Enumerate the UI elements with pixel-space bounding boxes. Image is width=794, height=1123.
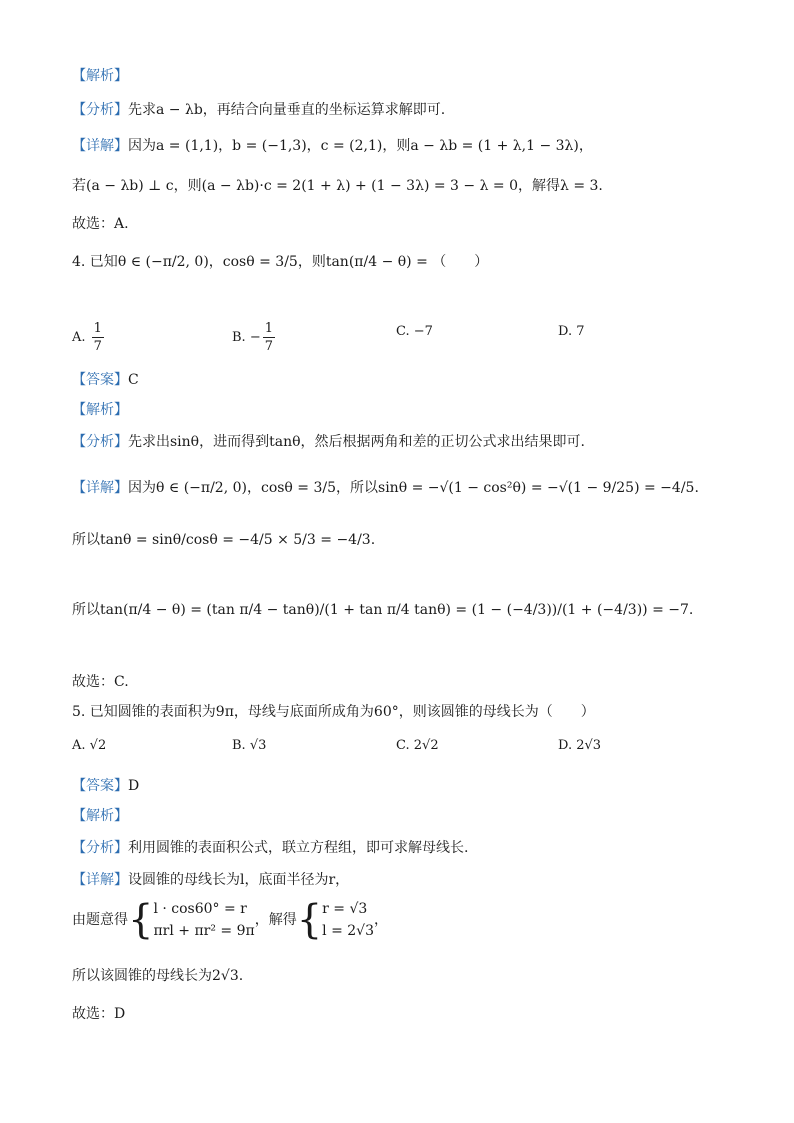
- q5-option-c: C. 2√2: [396, 738, 439, 753]
- q4-answer-choice: 故选：C.: [72, 674, 129, 690]
- q5-conclusion: 所以该圆锥的母线长为2√3.: [72, 968, 244, 984]
- q4-xiangjie-text: 因为θ ∈ (−π/2, 0)，cosθ = 3/5，所以sinθ = −√(1 − cos²θ) = −√(1 − 9/25) = −4/5.: [128, 480, 699, 496]
- q4-fenxi-text: 先求出sinθ，进而得到tanθ，然后根据两角和差的正切公式求出结果即可.: [128, 434, 585, 450]
- q5-option-a-value: √2: [89, 738, 107, 753]
- q4-option-c-value: −7: [413, 324, 433, 339]
- q4-option-d: D. 7: [558, 324, 585, 339]
- q4-stem-prefix: 4. 已知: [72, 254, 118, 270]
- q5-jiexi-tag: 【解析】: [72, 808, 128, 824]
- q3-fenxi-tag: 【分析】: [72, 102, 128, 118]
- q3-xiangjie-text: 因为a = (1,1)，b = (−1,3)，c = (2,1)，则a − λb = (1 + λ,1 − 3λ)，: [128, 138, 593, 154]
- q3-perpendicular-line: 若(a − λb) ⊥ c，则(a − λb)·c = 2(1 + λ) + (1 − 3λ) = 3 − λ = 0，解得λ = 3.: [72, 178, 603, 194]
- q5-system-solution: r = √3 l = 2√3: [322, 901, 374, 939]
- q4-tan-line: 所以tanθ = sinθ/cosθ = −4/5 × 5/3 = −4/3.: [72, 532, 376, 548]
- q3-fenxi: [72, 100, 445, 120]
- q4-stem-text: θ ∈ (−π/2, 0)，cosθ = 3/5，则tan(π/4 − θ) = （ ）: [117, 254, 489, 270]
- q4-option-b: B. − $\frac{1}{7}$: [232, 321, 274, 354]
- q5-answer: 【答案】D: [72, 778, 140, 794]
- q4-stem: [72, 252, 488, 272]
- q5-fenxi-text: 利用圆锥的表面积公式，联立方程组，即可求解母线长.: [128, 840, 469, 856]
- q4-option-a-value: $\frac{1}{7}$: [93, 321, 102, 354]
- q3-answer-choice: 故选：A.: [72, 216, 129, 232]
- q4-option-d-value: 7: [576, 324, 585, 339]
- q5-xiangjie-text: 设圆锥的母线长为l，底面半径为r，: [128, 872, 350, 888]
- q5-answer-choice: 故选：D: [72, 1006, 126, 1022]
- q5-option-b-value: √3: [249, 738, 267, 753]
- q3-jiexi-tag: 【解析】: [72, 68, 128, 84]
- q3-xiangjie-tag: 【详解】: [72, 138, 128, 154]
- q5-option-b: B. √3: [232, 738, 267, 753]
- q5-stem: 5. 已知圆锥的表面积为9π，母线与底面所成角为60°，则该圆锥的母线长为（ ）: [72, 704, 595, 720]
- q4-option-a: A. $\frac{1}{7}$: [72, 321, 102, 354]
- q5-option-d: D. 2√3: [558, 738, 602, 753]
- q5-xiangjie: 【详解】设圆锥的母线长为l，底面半径为r，: [72, 872, 350, 888]
- q5-system: 由题意得{ l · cos60° = r πrl + πr² = 9π ，解得{ r = √3 l = 2√3 ，: [72, 897, 388, 943]
- q4-option-b-value: $\frac{1}{7}$: [264, 321, 274, 354]
- q3-xiangjie: [72, 136, 593, 156]
- left-brace-icon: {: [296, 897, 323, 943]
- q4-xiangjie: 【详解】因为θ ∈ (−π/2, 0)，cosθ = 3/5，所以sinθ = −√(1 − cos²θ) = −√(1 − 9/25) = −4/5.: [72, 480, 699, 496]
- q4-fenxi: 【分析】先求出sinθ，进而得到tanθ，然后根据两角和差的正切公式求出结果即可.: [72, 434, 585, 450]
- q5-fenxi: 【分析】利用圆锥的表面积公式，联立方程组，即可求解母线长.: [72, 840, 469, 856]
- q4-answer: 【答案】C: [72, 372, 139, 388]
- q5-option-a: A. √2: [72, 738, 107, 753]
- q5-answer-value: D: [128, 778, 140, 794]
- q3-fenxi-text: 先求a − λb，再结合向量垂直的坐标运算求解即可.: [128, 102, 446, 118]
- q4-result-line: 所以tan(π/4 − θ) = (tan π/4 − tanθ)/(1 + tan π/4 tanθ) = (1 − (−4/3))/(1 + (−4/3)) = −7.: [72, 602, 694, 618]
- q4-answer-value: C: [128, 372, 139, 388]
- left-brace-icon: {: [128, 897, 154, 943]
- q4-jiexi-tag: 【解析】: [72, 402, 128, 418]
- q5-system-mid: ，解得: [254, 912, 297, 928]
- q5-option-c-value: 2√2: [413, 738, 439, 753]
- q4-option-c: C. −7: [396, 324, 433, 339]
- q5-option-d-value: 2√3: [576, 738, 602, 753]
- q5-system-equations: l · cos60° = r πrl + πr² = 9π: [153, 901, 255, 939]
- q5-system-prefix: 由题意得: [72, 912, 128, 928]
